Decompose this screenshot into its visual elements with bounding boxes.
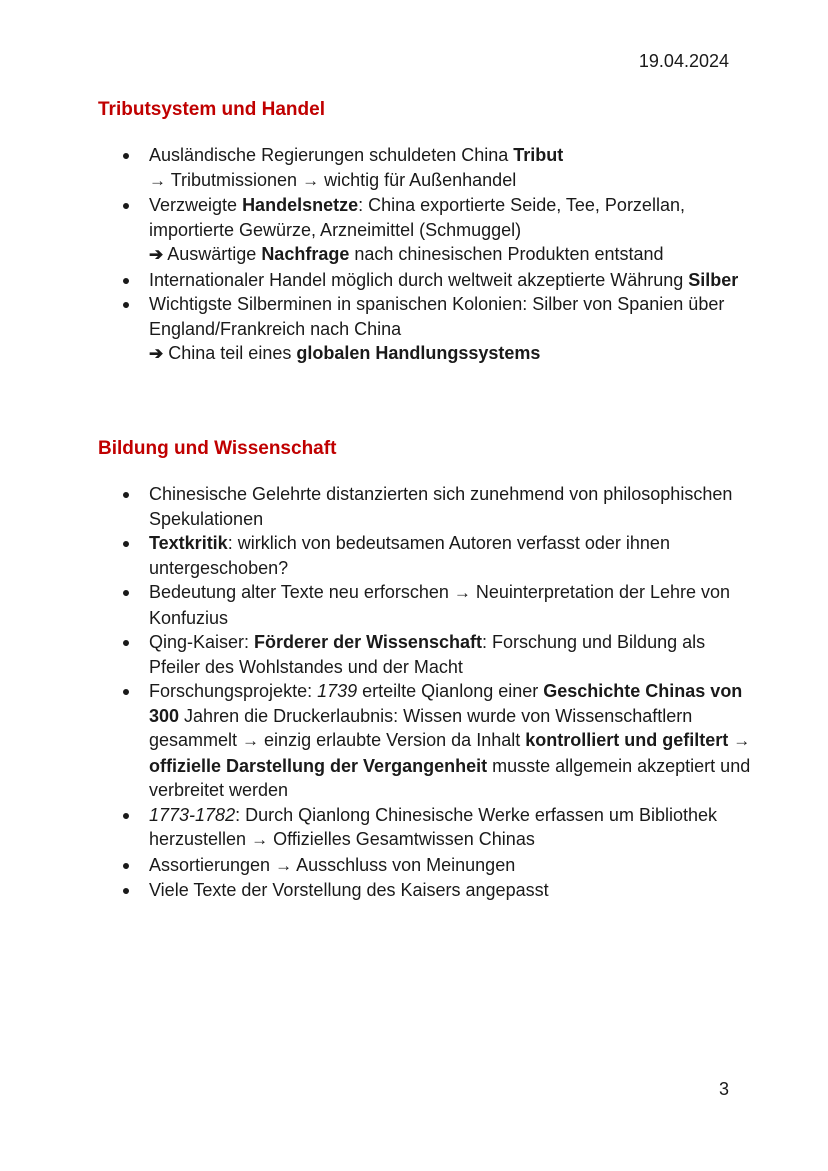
list-item: [98, 853, 758, 879]
bullet-dot-icon: [123, 203, 129, 209]
arrow-icon: →: [302, 170, 320, 190]
list-item: [98, 679, 758, 803]
bullet-dot-icon: [123, 640, 129, 646]
italic-year: 1773-1782: [149, 804, 236, 825]
bold-term: globalen Handlungssystems: [296, 343, 541, 363]
text-run: Ausschluss von Meinungen: [292, 854, 516, 875]
text-run: Verzweigte: [149, 195, 243, 215]
list-item: [98, 531, 758, 580]
bold-term: Geschichte Chinas von 300: [149, 681, 743, 726]
text-run: Bedeutung alter Texte neu erforschen: [149, 582, 454, 602]
list-item: [98, 803, 758, 853]
bullet-dot-icon: [123, 153, 129, 159]
section-heading-tributsystem: Tributsystem und Handel: [98, 99, 325, 120]
list-item: [98, 268, 758, 293]
heavy-arrow-icon: ➔: [149, 344, 164, 363]
arrow-icon: →: [149, 170, 166, 190]
text-run: wichtig für Außenhandel: [319, 169, 517, 190]
text-run: : China exportierte Seide, Tee, Porzellan, importierte Gewürze, Arzneimittel (Schmuggel): [149, 195, 685, 240]
text-run: Viele Texte der Vorstellung des Kaisers angepasst: [149, 880, 549, 900]
text-run: Ausländische Regierungen schuldeten China: [149, 145, 514, 165]
list-item: [98, 482, 758, 531]
list-item: [98, 292, 758, 367]
text-run: Auswärtige: [167, 244, 262, 264]
list-item: [98, 580, 758, 630]
arrow-icon: →: [453, 583, 471, 602]
heavy-arrow-icon: ➔: [149, 245, 164, 264]
arrow-icon: →: [251, 830, 269, 849]
text-run: Jahren die Druckerlaubnis: Wissen wurde von Wissenschaftlern gesammelt: [149, 705, 693, 750]
text-run: : Durch Qianlong Chinesische Werke erfassen um Bibliothek herzustellen: [149, 804, 717, 849]
arrow-icon: →: [733, 731, 751, 750]
list-item: [98, 143, 758, 193]
bold-term: Förderer der Wissenschaft: [254, 632, 482, 652]
text-run: : Forschung und Bildung als Pfeiler des Wohlstandes und der Macht: [149, 632, 706, 677]
bullet-dot-icon: [123, 590, 129, 596]
bold-term: Handelsnetze: [242, 195, 359, 215]
list-item: [98, 630, 758, 679]
bullet-dot-icon: [123, 813, 129, 819]
bold-term: offizielle Darstellung der Vergangenheit: [149, 755, 488, 776]
text-run: Wichtigste Silberminen in spanischen Kolonien: Silber von Spanien über England/Frankreich nach China: [149, 294, 725, 339]
arrow-icon: →: [275, 855, 293, 875]
text-run: Neuinterpretation der Lehre von Konfuzius: [149, 582, 731, 628]
text-run: musste allgemein akzeptiert und verbreitet werden: [149, 755, 751, 800]
bullet-dot-icon: [123, 541, 129, 547]
text-run: : wirklich von bedeutsamen Autoren verfasst oder ihnen untergeschoben?: [149, 533, 670, 578]
bullet-dot-icon: [123, 302, 129, 308]
text-run: Tributmissionen: [170, 169, 303, 190]
bullet-dot-icon: [123, 492, 129, 498]
bold-term: Textkritik: [149, 533, 228, 553]
text-run: China teil eines: [168, 343, 297, 363]
page-number: 3: [718, 1079, 729, 1099]
document-date: 19.04.2024: [638, 51, 729, 71]
bullet-list-tributsystem: [98, 143, 758, 367]
list-item: [98, 878, 758, 903]
bold-term: Nachfrage: [261, 244, 350, 264]
bold-term: Tribut: [513, 145, 564, 165]
bullet-dot-icon: [123, 888, 129, 894]
bullet-list-bildung: [98, 482, 758, 903]
bullet-dot-icon: [123, 863, 129, 869]
text-run: einzig erlaubte Version da Inhalt: [259, 730, 526, 750]
text-run: Qing-Kaiser:: [149, 632, 255, 652]
text-run: Assortierungen: [149, 854, 276, 875]
section-heading-bildung: Bildung und Wissenschaft: [98, 438, 337, 459]
text-run: Internationaler Handel möglich durch weltweit akzeptierte Währung: [149, 269, 689, 290]
bullet-dot-icon: [123, 689, 129, 695]
bold-term: Silber: [688, 269, 739, 290]
bullet-dot-icon: [123, 278, 129, 284]
bold-term: kontrolliert und gefiltert: [525, 730, 734, 750]
arrow-icon: →: [242, 731, 260, 750]
list-item: [98, 193, 758, 268]
italic-year: 1739: [317, 681, 358, 701]
text-run: Chinesische Gelehrte distanzierten sich zunehmend von philosophischen Spekulationen: [149, 484, 733, 529]
text-run: erteilte Qianlong einer: [357, 681, 544, 701]
text-run: Offizielles Gesamtwissen Chinas: [268, 829, 535, 849]
text-run: Forschungsprojekte:: [149, 681, 318, 701]
text-run: nach chinesischen Produkten entstand: [349, 244, 664, 264]
